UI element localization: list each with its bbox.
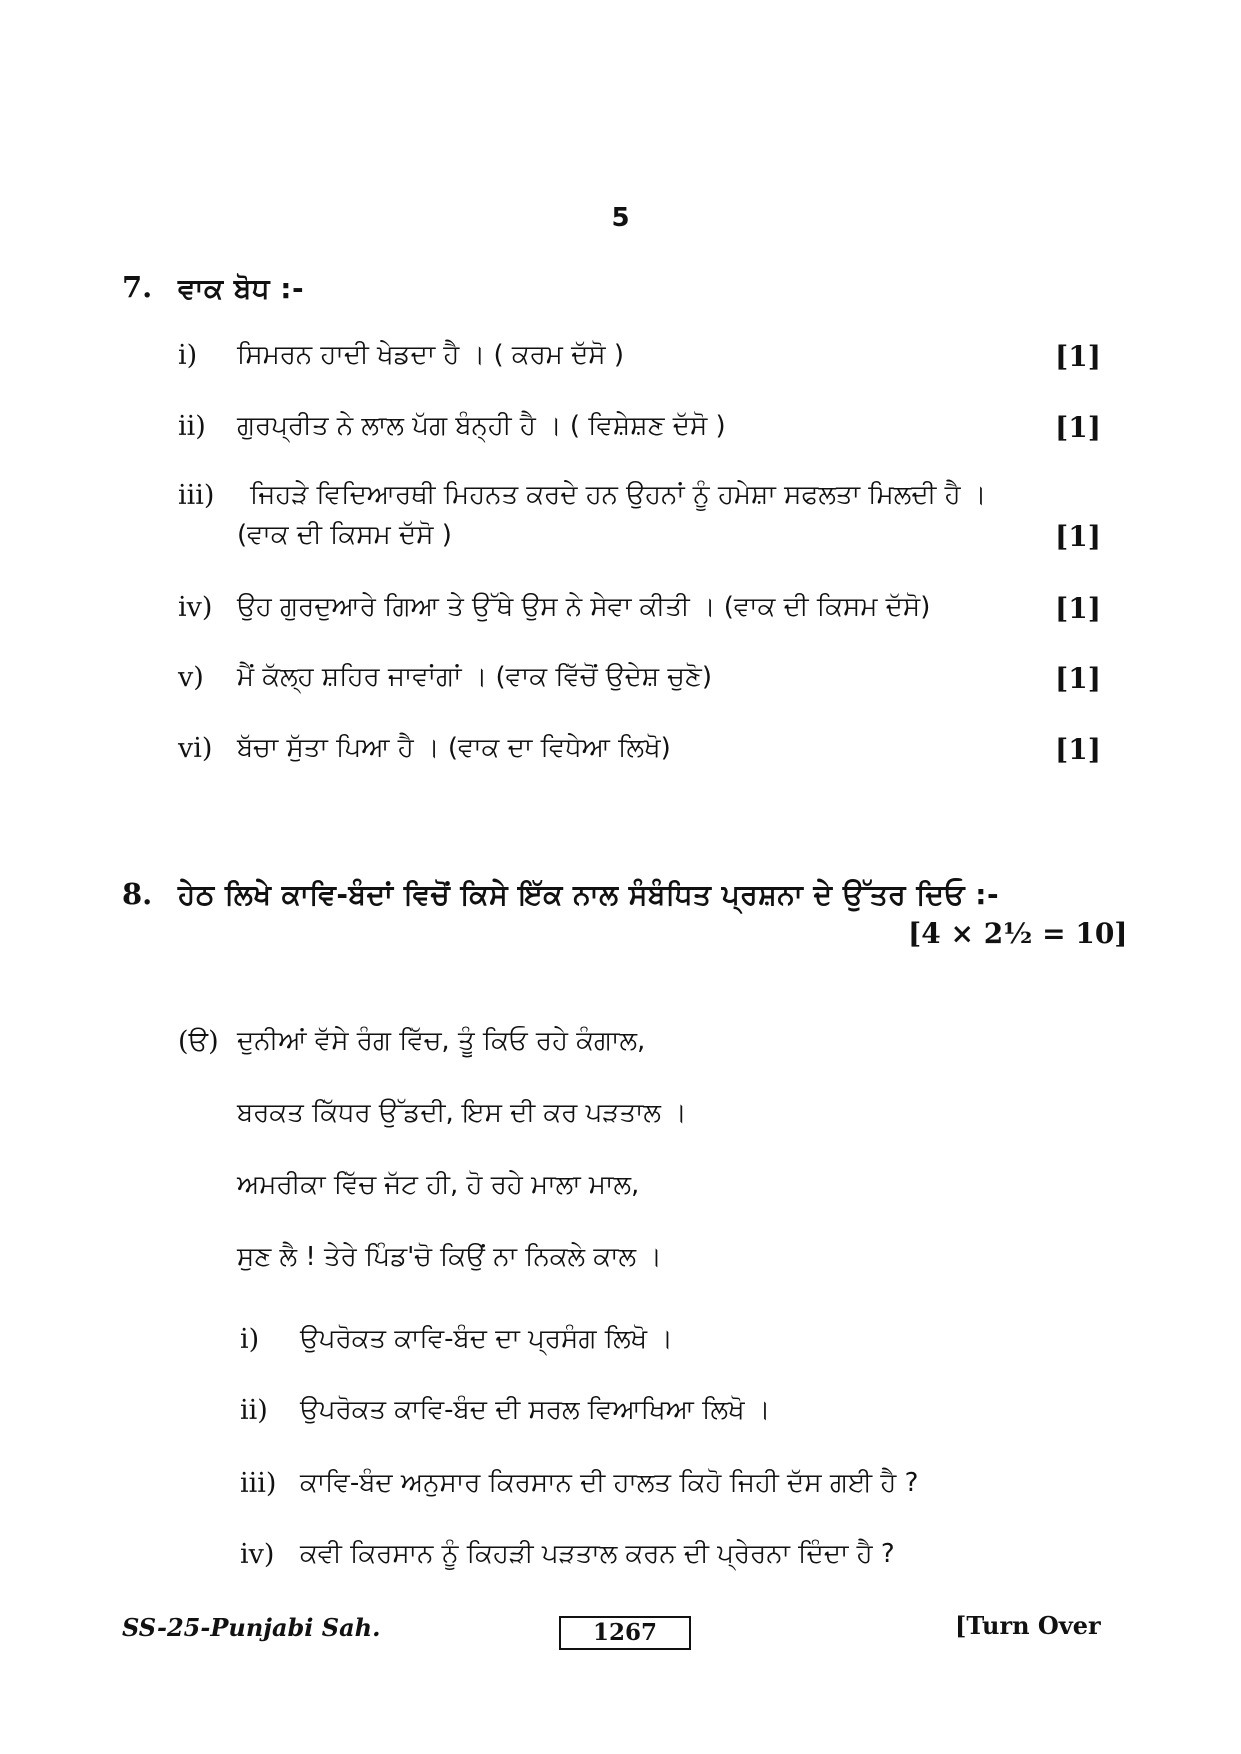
q7-item-2-text: ਗੁਰਪ੍ਰੀਤ ਨੇ ਲਾਲ ਪੱਗ ਬੰਨ੍ਹੀ ਹੈ । ( ਵਿਸ਼ੇਸ਼ਣ ਦੱਸੋ )	[237, 411, 726, 441]
question-7-number: 7.	[122, 270, 153, 304]
q7-item-3-text: ਜਿਹੜੇ ਵਿਦਿਆਰਥੀ ਮਿਹਨਤ ਕਰਦੇ ਹਨ ਉਹਨਾਂ ਨੂੰ ਹਮੇਸ਼ਾ ਸਫਲਤਾ ਮਿਲਦੀ ਹੈ ।	[250, 480, 987, 510]
q7-item-4-marks: [1]	[1055, 592, 1101, 625]
poem-label: (ੳ)	[178, 1026, 219, 1057]
page-number: 5	[611, 203, 630, 233]
poem-line-1: ਦੁਨੀਆਂ ਵੱਸੇ ਰੰਗ ਵਿੱਚ, ਤੂੰ ਕਿਓ ਰਹੇ ਕੰਗਾਲ,	[237, 1026, 646, 1056]
poem-line-3: ਅਮਰੀਕਾ ਵਿੱਚ ਜੱਟ ਹੀ, ਹੋ ਰਹੇ ਮਾਲਾ ਮਾਲ,	[237, 1170, 640, 1200]
q8-question-3-text: ਕਾਵਿ-ਬੰਦ ਅਨੁਸਾਰ ਕਿਰਸਾਨ ਦੀ ਹਾਲਤ ਕਿਹੋ ਜਿਹੀ ਦੱਸ ਗਈ ਹੈ ?	[300, 1468, 919, 1498]
question-7-title: ਵਾਕ ਬੋਧ :-	[178, 272, 305, 305]
q7-item-6-label: vi)	[178, 733, 213, 764]
q7-item-2-label: ii)	[178, 411, 206, 442]
question-8-marks: [4 × 2½ = 10]	[908, 917, 1128, 950]
q7-item-3-text-cont: (ਵਾਕ ਦੀ ਕਿਸਮ ਦੱਸੋ )	[237, 520, 452, 550]
q7-item-4-label: iv)	[178, 592, 213, 623]
q7-item-6-marks: [1]	[1055, 733, 1101, 766]
q8-question-4-label: iv)	[240, 1539, 275, 1570]
q7-item-1-label: i)	[178, 340, 198, 371]
poem-line-4: ਸੁਣ ਲੈ ! ਤੇਰੇ ਪਿੰਡ'ਚੋ ਕਿਉਂ ਨਾ ਨਿਕਲੇ ਕਾਲ ।	[237, 1242, 662, 1272]
turn-over-label: [Turn Over	[955, 1611, 1101, 1640]
q7-item-3-marks: [1]	[1055, 520, 1101, 553]
q7-item-3-label: iii)	[178, 480, 215, 511]
q7-item-1-text: ਸਿਮਰਨ ਹਾਦੀ ਖੇਡਦਾ ਹੈ । ( ਕਰਮ ਦੱਸੋ )	[237, 340, 625, 370]
q8-question-4-text: ਕਵੀ ਕਿਰਸਾਨ ਨੂੰ ਕਿਹੜੀ ਪੜਤਾਲ ਕਰਨ ਦੀ ਪ੍ਰੇਰਨਾ ਦਿੰਦਾ ਹੈ ?	[300, 1539, 895, 1569]
q7-item-4-text: ਉਹ ਗੁਰਦੁਆਰੇ ਗਿਆ ਤੇ ਉੱਥੇ ਉਸ ਨੇ ਸੇਵਾ ਕੀਤੀ । (ਵਾਕ ਦੀ ਕਿਸਮ ਦੱਸੋ)	[237, 592, 931, 622]
poem-line-2: ਬਰਕਤ ਕਿੱਧਰ ਉੱਡਦੀ, ਇਸ ਦੀ ਕਰ ਪੜਤਾਲ ।	[237, 1098, 687, 1128]
q7-item-5-label: v)	[178, 662, 204, 693]
q8-question-3-label: iii)	[240, 1468, 277, 1499]
q7-item-5-marks: [1]	[1055, 662, 1101, 695]
q8-question-2-label: ii)	[240, 1395, 268, 1426]
question-8-number: 8.	[122, 877, 153, 911]
q7-item-1-marks: [1]	[1055, 340, 1101, 373]
page-code-box: 1267	[559, 1616, 691, 1650]
q8-question-1-text: ਉਪਰੋਕਤ ਕਾਵਿ-ਬੰਦ ਦਾ ਪ੍ਰਸੰਗ ਲਿਖੋ ।	[300, 1324, 673, 1354]
paper-code: SS-25-Punjabi Sah.	[122, 1613, 381, 1642]
question-8-title: ਹੇਠ ਲਿਖੇ ਕਾਵਿ-ਬੰਦਾਂ ਵਿਚੋਂ ਕਿਸੇ ਇੱਕ ਨਾਲ ਸੰਬੰਧਿਤ ਪ੍ਰਸ਼ਨਾ ਦੇ ਉੱਤਰ ਦਿਓ :-	[178, 878, 1000, 911]
q8-question-2-text: ਉਪਰੋਕਤ ਕਾਵਿ-ਬੰਦ ਦੀ ਸਰਲ ਵਿਆਖਿਆ ਲਿਖੋ ।	[300, 1395, 771, 1425]
q7-item-6-text: ਬੱਚਾ ਸੁੱਤਾ ਪਿਆ ਹੈ । (ਵਾਕ ਦਾ ਵਿਧੇਆ ਲਿਖੋ)	[237, 733, 671, 763]
q7-item-2-marks: [1]	[1055, 411, 1101, 444]
q7-item-5-text: ਮੈਂ ਕੱਲ੍ਹ ਸ਼ਹਿਰ ਜਾਵਾਂਗਾਂ । (ਵਾਕ ਵਿੱਚੋਂ ਉਦੇਸ਼ ਚੁਣੋ)	[237, 662, 712, 692]
q8-question-1-label: i)	[240, 1324, 260, 1355]
